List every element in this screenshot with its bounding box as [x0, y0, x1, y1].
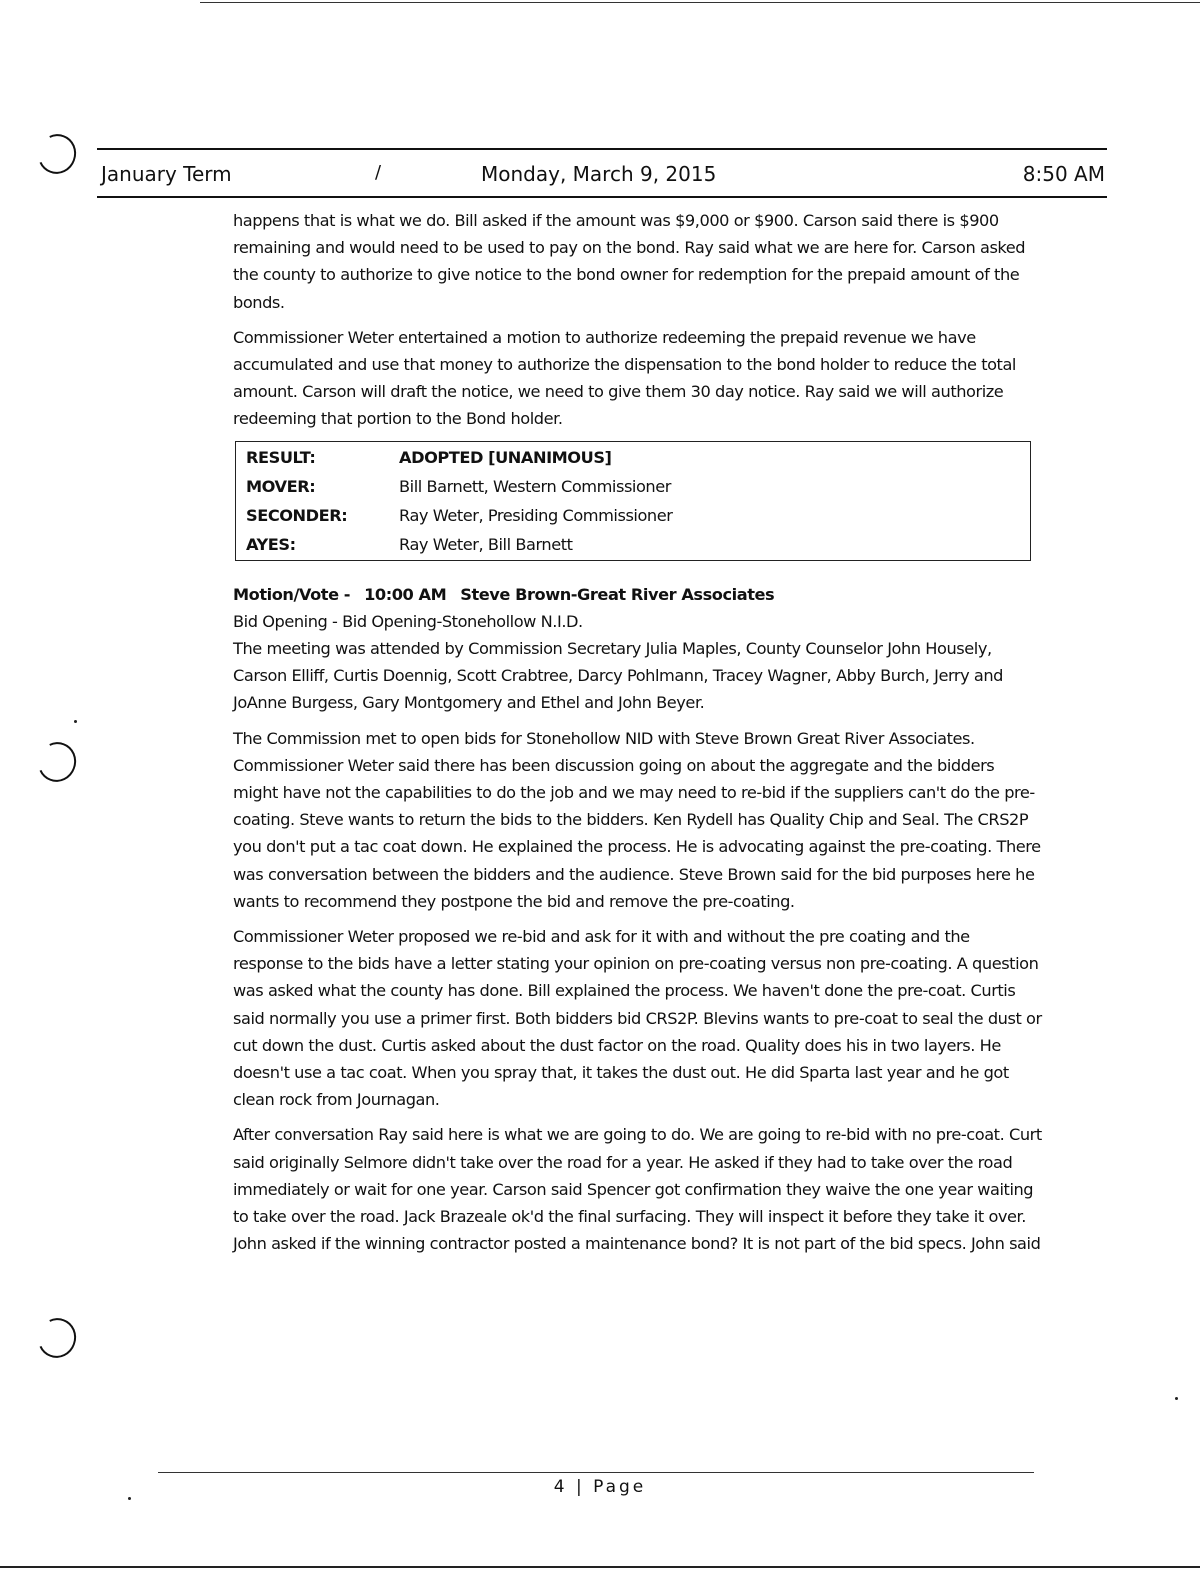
vote-label: RESULT:	[246, 447, 316, 467]
vote-label: MOVER:	[246, 476, 316, 496]
motion-time: 10:00 AM	[364, 584, 447, 604]
page-header	[97, 148, 1107, 198]
vote-value: Ray Weter, Bill Barnett	[399, 534, 573, 554]
top-scan-rule	[200, 2, 1200, 3]
motion-label: Motion/Vote -	[233, 584, 351, 604]
vote-row-seconder	[246, 502, 1030, 531]
paragraph: The meeting was attended by Commission Secretary Julia Maples, County Counselor John Housely, Carson Elliff, Curtis Doennig, Scott Crabtree, Darcy Pohlmann, Tracey Wagner, Abby Burch, Jerry and JoAnne Burgess, Gary Montgomery and Ethel and John Beyer.	[233, 639, 1004, 713]
vote-label: AYES:	[246, 534, 296, 554]
vote-value: Bill Barnett, Western Commissioner	[399, 476, 671, 496]
bid-opening-line: Bid Opening - Bid Opening-Stonehollow N.I.D.	[233, 611, 583, 631]
vote-value: Ray Weter, Presiding Commissioner	[399, 505, 673, 525]
paragraph: Commissioner Weter entertained a motion to authorize redeeming the prepaid revenue we have accumulated and use that money to authorize the dispensation to the bond holder to reduce the total amount. Carson will draft the notice, we need to give them 30 day notice. Ray said we will authorize redeeming that portion to the Bond holder.	[233, 327, 1016, 429]
page-number: 4 | Page	[553, 1477, 647, 1497]
vote-row-ayes	[246, 531, 1030, 560]
motion-heading	[233, 581, 1043, 608]
paragraph: happens that is what we do. Bill asked if the amount was $9,000 or $900. Carson said there is $900 remaining and would need to be used to pay on the bond. Ray said what we are here for. Carson asked the county to authorize to give notice to the bond owner for redemption for the prepaid amount of the bonds.	[233, 211, 1026, 312]
vote-row-mover	[246, 473, 1030, 502]
header-term: January Term	[101, 162, 232, 186]
header-time: 8:50 AM	[1022, 162, 1105, 186]
footer-rule	[158, 1472, 1034, 1473]
header-date: Monday, March 9, 2015	[481, 162, 717, 186]
bottom-scan-rule	[0, 1566, 1200, 1568]
vote-value: ADOPTED [UNANIMOUS]	[399, 447, 612, 467]
vote-label: SECONDER:	[246, 505, 348, 525]
motion-title: Steve Brown-Great River Associates	[460, 584, 775, 604]
punch-hole-icon	[32, 737, 81, 788]
paragraph: Commissioner Weter proposed we re-bid and ask for it with and without the pre coating and the response to the bids have a letter stating your opinion on pre-coating versus non pre-coating. A question was asked what the county has done. Bill explained the process. We haven't done the pre-coat. Curtis said normally you use a primer first. Both bidders bid CRS2P. Blevins wants to pre-coat to seal the dust or cut down the dust. Curtis asked about the dust factor on the road. Quality does his in two layers. He doesn't use a tac coat. When you spray that, it takes the dust out. He did Sparta last year and he got clean rock from Journagan.	[233, 927, 1042, 1110]
paragraph: The Commission met to open bids for Stonehollow NID with Steve Brown Great River Associates. Commissioner Weter said there has been discussion going on about the aggregate and the bidders might have not the capabilities to do the job and we may need to re-bid if the suppliers can't do the pre-coating. Steve wants to return the bids to the bidders. Ken Rydell has Quality Chip and Seal. The CRS2P you don't put a tac coat down. He explained the process. He is advocating against the pre-coating. There was conversation between the bidders and the audience. Steve Brown said for the bid purposes here he wants to recommend they postpone the bid and remove the pre-coating.	[233, 728, 1041, 911]
header-mark: /	[375, 162, 382, 183]
page-content	[233, 207, 1043, 1266]
paragraph: After conversation Ray said here is what we are going to do. We are going to re-bid with no pre-coat. Curt said originally Selmore didn't take over the road for a year. He asked if they had to take over the road immediately or wait for one year. Carson said Spencer got confirmation they waive the one year waiting to take over the road. Jack Brazeale ok'd the final surfacing. They will inspect it before they take it over. John asked if the winning contractor posted a maintenance bond? It is not part of the bid specs. John said	[233, 1125, 1042, 1254]
punch-hole-icon	[32, 1313, 81, 1364]
scan-speck	[1175, 1397, 1178, 1400]
scan-speck	[74, 720, 77, 723]
scan-speck	[128, 1497, 131, 1500]
vote-result-table	[235, 441, 1031, 561]
punch-hole-icon	[32, 129, 81, 180]
vote-row-result	[246, 444, 1030, 473]
